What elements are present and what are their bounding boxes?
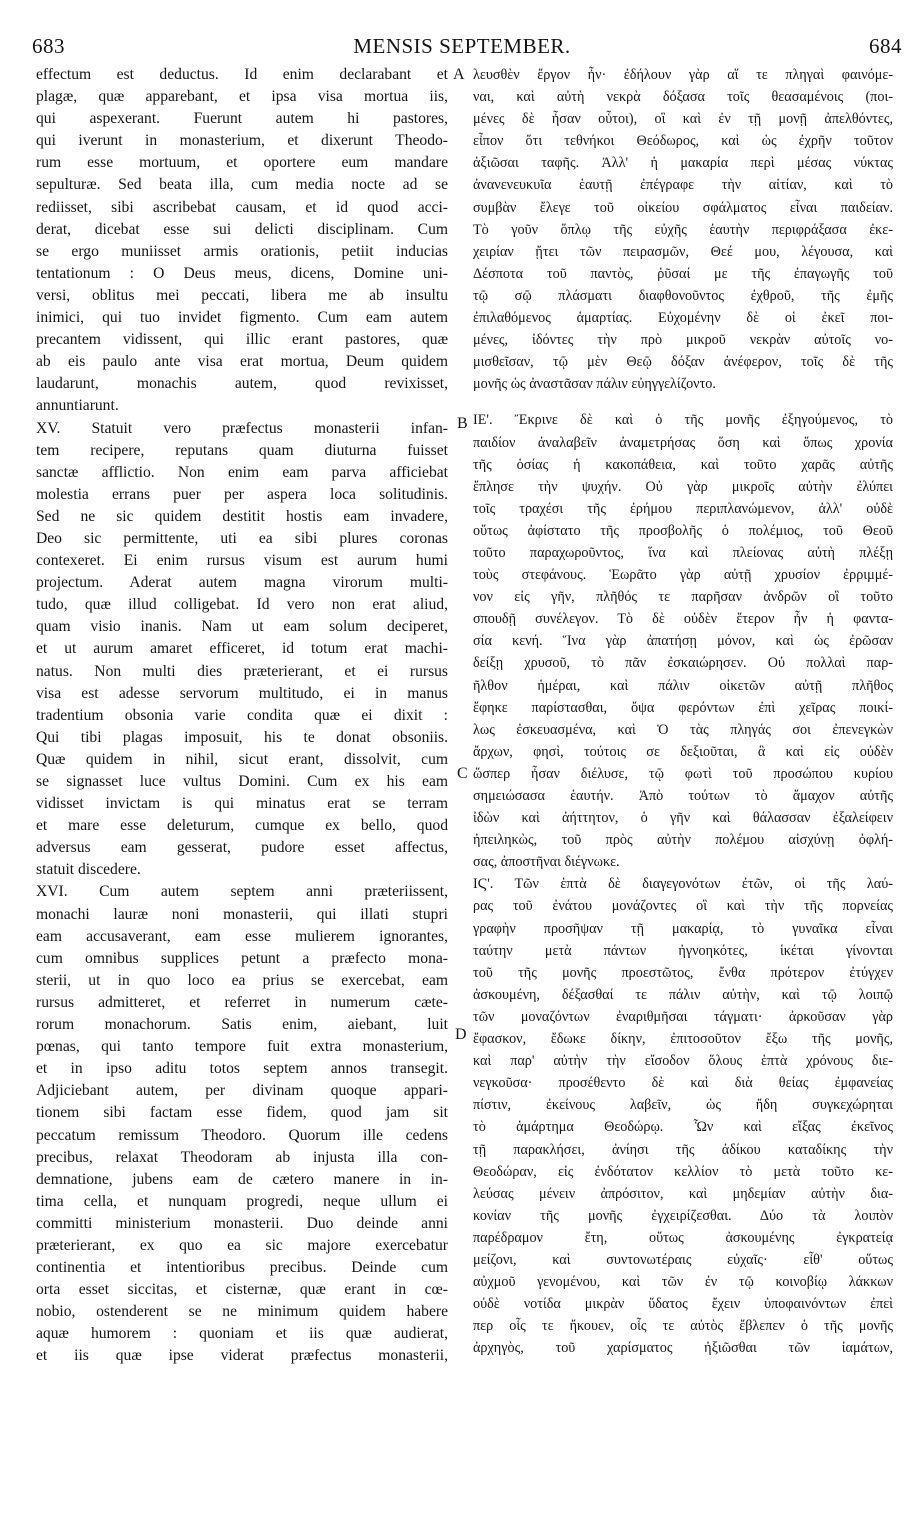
greek-text-line: ρας τοῦ ἐνάτου μονάζοντες οἳ καὶ τὴν τῆς πορνείας (473, 898, 893, 915)
greek-text-line: Δέσποτα τοῦ παντὸς, ῥῦσαί με τῆς ἐπαγωγῆς τοῦ (473, 265, 893, 282)
greek-text-line: οὐδὲ νοτίδα μικρὰν ὕδατος ἔχειν ὑποφαινόντων ἐπεὶ (473, 1296, 893, 1313)
greek-text-line: τοῦ τῆς μονῆς προεστῶτος, ἔνθα πρότερον ἐτύγχεν (473, 964, 893, 981)
greek-text-line: τοῦτο παραχωροῦντος, ἵνα καὶ πλείονας αὐτὴ πλέξῃ (473, 544, 893, 561)
greek-text-line: πίστιν, ἐκείνους λαβεῖν, ὡς ἤδη συγκεχώρηται (473, 1097, 893, 1114)
greek-text-line: τῆς ὁσίας ἡ κακοπάθεια, καὶ τοῦτο χαρᾶς αὐτῆς (473, 456, 893, 473)
greek-text-line: λως ἐσκευασμένα, καὶ Ὁ τὰς πληγάς σοι ἐπενεγκὼν (473, 721, 893, 738)
greek-text-line: χειρίαν ᾔτει τῶν πειρασμῶν, Θεέ μου, λέγουσα, καὶ (473, 243, 893, 260)
latin-text-line: XVI. Cum autem septem anni præteriissent, (36, 883, 448, 901)
greek-text-line: ταύτην μετὰ πάντων ἠγνοηκότες, ἱκέται γίνονται (473, 942, 893, 959)
latin-text-line: XV. Statuit vero præfectus monasterii infan- (36, 419, 448, 437)
greek-text-line: κονίαν τῆς μονῆς ἐγχειρίζεσθαι. Δύο τὰ λοιπὸν (473, 1207, 893, 1224)
latin-text-line: ab eis paulo ante visa erat mortua, Deum quidem (36, 353, 448, 371)
greek-text-line: Θεοδώραν, εἰς ἐνδότατον κελλίον τὸ μετὰ τοῦτο κε- (473, 1163, 893, 1180)
latin-text-line: et mare esse deleturum, cumque ex bello, quod (36, 817, 448, 835)
greek-text-line: ὥσπερ ἦσαν διέλυσε, τῷ φωτὶ τοῦ προσώπου κυρίου (473, 765, 893, 782)
margin-marker-c: C (457, 765, 468, 782)
greek-text-line: ἀσκουμένη, δέξασθαί τε πάλιν αὐτὴν, καὶ τῷ λοιπῷ (473, 986, 893, 1003)
greek-text-line: ἀνανενευκυῖα ἑαυτῇ ἐπέγραφε τὴν αἰτίαν, καὶ τὸ (473, 177, 893, 194)
greek-text-line: σας, ἀποστῆναι διέγνωκε. (473, 854, 620, 871)
greek-text-column (473, 64, 893, 1359)
latin-text-line: qui iverunt in monasterium, et dixerunt Theodo- (36, 132, 448, 150)
latin-text-line: committi ministerium monasterii. Duo deinde anni (36, 1214, 448, 1232)
margin-marker-b: B (457, 415, 468, 432)
greek-text-line: ἐπιλαθόμενος ἁμαρτίας. Εὐχομένην δὲ οἱ ἐκεῖ ποι- (473, 310, 893, 327)
latin-text-line: effectum est deductus. Id enim declarabant et (36, 66, 448, 83)
latin-text-line: Sed ne sic quidem destitit hostis eam invadere, (36, 507, 448, 525)
latin-text-line: peccatum remissum Theodoro. Quorum ille cedens (36, 1126, 448, 1144)
latin-text-line: Adjiciebant autem, per divinam quoque appari- (36, 1082, 448, 1100)
latin-text-line: continentia et intentioribus precibus. Deinde cum (36, 1259, 448, 1277)
latin-text-line: tradentium obsonia varie condita quæ ei dixit : (36, 706, 448, 724)
latin-text-line: quam visio inanis. Nam ut eam solum deciperet, (36, 618, 448, 636)
greek-text-line: τῇ παρακλήσει, ἀνίησι τῆς ἀδίκου καταδίκης τὴν (473, 1141, 893, 1158)
greek-text-line: μισθεῖσαν, τῷ μὲν Θεῷ δόξαν ἀνέφερον, τοῖς δὲ τῆς (473, 354, 893, 371)
greek-text-line: ἠπειληκὼς, τοῦ πρὸς αὐτὴν πολέμου αἰσχύνῃ ὀφλή- (473, 832, 893, 849)
latin-text-line: rum esse mortuum, et oportere eum mandare (36, 154, 448, 172)
latin-text-line: adversus eam gesserat, pudore esset affectus, (36, 839, 448, 857)
greek-text-line: δείξῃ χρυσοῦ, τὸ πᾶν ἐσκαιώρησεν. Οὐ πολλαὶ παρ- (473, 655, 893, 672)
greek-text-line: μονῆς ὡς ἀναστᾶσαν πάλιν εὐηγγελίζοντο. (473, 376, 716, 393)
latin-text-line: rursus admitteret, et referret in numerum cæte- (36, 993, 448, 1011)
greek-text-line: λεύσας μένειν ἀπρόσιτον, καὶ μηδεμίαν αὐτὴν δια- (473, 1185, 893, 1202)
latin-text-line: contexeret. Ei enim rursus visum est aurum humi (36, 552, 448, 570)
latin-text-line: Deo sic permittente, uti ea sibi plures coronas (36, 529, 448, 547)
greek-text-line: ἀρχηγὸς, τοῦ χαρίσματος ἠξιῶσθαι τῶν ἰαμάτων, (473, 1340, 893, 1357)
greek-text-line: μένες, ἰδόντες τὴν πρὸ μικροῦ νεκρὰν αὐτοῖς νο- (473, 332, 893, 349)
greek-text-line: ἄρχων, φησὶ, τούτοις σε δεξιοῦται, ἃ καὶ εἰς οὐδὲν (473, 743, 893, 760)
latin-text-line: precibus, relaxat Theodoram ab injusta illa con- (36, 1148, 448, 1166)
latin-text-line: eam accusaverant, eam esse mulierem ignorantes, (36, 927, 448, 945)
latin-text-line: pœnas, qui tanto tempore fuit extra monasterium, (36, 1038, 448, 1056)
latin-text-line: tentationum : O Deus meus, dicens, Domine uni- (36, 264, 448, 282)
latin-text-line: precantem vidissent, qui illic erant pastores, quæ (36, 331, 448, 349)
latin-text-line: rediisset, sibi ascribebat causam, et id quod acci- (36, 198, 448, 216)
greek-text-line: καὶ παρ' αὐτὴν τὴν εἴσοδον ὅλους ἑπτὰ χρόνους διε- (473, 1053, 893, 1070)
greek-text-line: σημειώσασα ἑαυτήν. Ἀπὸ τούτων τὸ ἄμαχον αὐτῆς (473, 788, 893, 804)
greek-text-line: σπουδῇ συνέλεγον. Τὸ δὲ οὐδὲν ἕτερον ἦν ἡ φαντα- (473, 611, 893, 628)
greek-text-line: οὕτως ἀφίστατο τῆς προσβολῆς ὁ πολέμιος, τοῦ Θεοῦ (473, 522, 893, 539)
greek-text-line: μένες δὲ ἦσαν οὗτοι), οἳ καὶ ἐν τῇ μονῇ ἀπελθόντες, (473, 111, 893, 128)
latin-text-line: sterii, ut in quo loco ea prius se exercebat, eam (36, 971, 448, 989)
greek-text-line: ΙϚ'. Τῶν ἑπτὰ δὲ διαγεγονότων ἐτῶν, οἱ τῆς λαύ- (473, 876, 893, 893)
greek-text-line: λευσθὲν ἔργον ἦν· ἐδήλουν γὰρ αἵ τε πληγαὶ φαινόμε- (473, 67, 893, 83)
latin-text-line: annuntiarunt. (36, 397, 119, 415)
greek-text-line: συμβὰν ἔλεγε τοῦ οἰκείου σφάλματος εἶναι παιδείαν. (473, 199, 893, 216)
running-title: MENSIS SEPTEMBER. (353, 34, 571, 58)
latin-text-line: Qui tibi plagas imposuit, his te donat obsoniis. (36, 728, 448, 746)
latin-text-column (36, 64, 448, 1368)
latin-text-line: laudarunt, monachis autem, quod revixisset, (36, 375, 448, 393)
latin-text-line: tem recipere, reputans quam diuturna fuisset (36, 441, 448, 459)
latin-text-line: qui aspexerant. Fuerunt autem hi pastores, (36, 110, 448, 128)
latin-text-line: cum omnibus supplices petunt a præfecto mona- (36, 949, 448, 967)
greek-text-line: εἶπον ὅτι τεθνήκοι Θεόδωρος, καὶ ὡς ἐχρῆν τοῦτον (473, 133, 893, 150)
greek-text-line: ναι, καὶ αὐτὴ νεκρὰ δόξασα τοῖς θεασαμένοις (ποι- (473, 89, 893, 106)
latin-text-line: aquæ humorem : quoniam et iis quæ audierat, (36, 1325, 448, 1343)
greek-text-line: ἔπλησε τὴν ψυχήν. Οὐ γὰρ μικροῖς αὐτὴν ἐλύπει (473, 478, 893, 495)
margin-marker-d: D (455, 1026, 467, 1043)
latin-text-line: præterierant, ex quo ea sic majore exercebatur (36, 1236, 448, 1254)
latin-text-line: demnatione, jubens eam de cætero manere in in- (36, 1170, 448, 1188)
greek-text-line: τοὺς στεφάνους. Ἑωρᾶτο γὰρ αὐτῇ χρυσίον ἐρριμμέ- (473, 567, 893, 584)
latin-text-line: et in ipso aditu totos septem annos transegit. (36, 1060, 448, 1078)
greek-text-line: γραφὴν προσῆψαν τῇ μακαρίᾳ, τὸ γυναῖκα εἶναι (473, 920, 893, 937)
latin-text-line: visa est adesse servorum multitudo, ei in manus (36, 684, 448, 702)
greek-text-line: παρέδραμον ἔτη, οὕτως ἀσκουμένης ἐγκρατείᾳ (473, 1229, 893, 1246)
latin-text-line: sanctæ afflictio. Non enim eam parva afficiebat (36, 463, 448, 481)
margin-marker-a: A (453, 66, 465, 83)
greek-text-line: αὐχμοῦ γενομένου, καὶ τῶν ἐν τῷ κοινοβίῳ λάκκων (473, 1274, 893, 1291)
latin-text-line: plagæ, quæ apparebant, et ipsa visa mortua iis, (36, 88, 448, 106)
greek-text-line: τὸ ἁμάρτημα Θεοδώρῳ. Ὧν καὶ εἴξας ἐκεῖνος (473, 1119, 893, 1136)
latin-text-line: nobio, ostenderent se ne minimum quidem habere (36, 1303, 448, 1321)
latin-text-line: et iis quæ ipse viderat præfectus monasterii, (36, 1347, 448, 1365)
left-page-number: 683 (32, 34, 65, 58)
latin-text-line: projectum. Aderat autem magna virorum multi- (36, 574, 448, 592)
greek-text-line: νεγκοῦσα· προσέθεντο δὲ καὶ διὰ θείας ἐμφανείας (473, 1075, 893, 1092)
latin-text-line: et ut aurum amaret efficeret, id totum erat machi- (36, 640, 448, 658)
greek-text-line: μείζονι, καὶ συντονωτέραις εὐχαῖς· εἶθ' οὕτως (473, 1251, 893, 1268)
greek-text-line: ΙΕ'. Ἔκρινε δὲ καὶ ὁ τῆς μονῆς ἐξηγούμενος, τὸ (473, 412, 893, 429)
latin-text-line: tionem sibi factam esse fidem, quod jam sit (36, 1104, 448, 1122)
greek-text-line: ἰδὼν καὶ ἀήττητον, ὁ γῆν καὶ θάλασσαν ἐξαλείφειν (473, 810, 893, 827)
greek-text-line: νον εἰς γῆν, πλῆθός τε παρῆσαν ἀνδρῶν οἳ τοῦτο (473, 589, 893, 606)
latin-text-line: se signasset luce vultus Domini. Cum ex his eam (36, 773, 448, 790)
greek-text-line: τῶν μοναζόντων ἐναριθμῆσαι τάγματι· ἀρκοῦσαν γὰρ (473, 1008, 893, 1025)
right-page-number: 684 (869, 34, 902, 58)
greek-text-line: περ οἷς τε ἤκουεν, οἷς τε αὐτὸς ἔβλεπεν ὁ τῆς μονῆς (473, 1318, 893, 1335)
latin-text-line: versi, oblitus mei peccati, libera me ab insultu (36, 286, 448, 304)
latin-text-line: tudo, quæ illud colligebat. Id vero non erat aliud, (36, 596, 448, 614)
latin-text-line: orta esset siccitas, et cisternæ, quæ erant in cœ- (36, 1281, 448, 1299)
latin-text-line: se ergo muniisset armis orationis, petiit inducias (36, 242, 448, 260)
latin-text-line: Quæ quidem in nihil, sicut erant, dissolvit, cum (36, 750, 448, 768)
greek-text-line: ἔφηκε παρίστασθαι, ὄψα φερόντων ἐπὶ χεῖρας ποικί- (473, 699, 893, 716)
latin-text-line: molestia errans puer per aspera loca solitudinis. (36, 485, 448, 503)
latin-text-line: vidisset invictam is qui minatus erat se terram (36, 795, 448, 813)
greek-text-line: παιδίον ἀναλαβεῖν ἀναμετρήσας ὅση καὶ ὅπως χρονία (473, 434, 893, 451)
greek-text-line: ἀξιῶσαι ταφῆς. Ἀλλ' ἡ μακαρία περὶ μέσας νύκτας (473, 155, 893, 172)
latin-text-line: sepulturæ. Sed beata illa, cum media nocte ad se (36, 176, 448, 194)
greek-text-line: ἔφασκον, ἔδωκε δίκην, ἐπιτοσοῦτον ἔξω τῆς μονῆς, (473, 1031, 893, 1048)
latin-text-line: inimici, qui tuo invidet figmento. Cum eam autem (36, 309, 448, 327)
greek-text-line: Τὸ γοῦν ὅπλῳ τῆς εὐχῆς ἑαυτὴν περιφράξασα ἐκε- (473, 221, 893, 238)
greek-text-line: σία κενή. Ἵνα γὰρ ἀπατήσῃ μόνον, καὶ ὡς ἐρῶσαν (473, 633, 893, 650)
latin-text-line: monachi lauræ noni monasterii, qui illati stupri (36, 905, 448, 923)
latin-text-line: natus. Non multi dies præterierant, et ei rursus (36, 662, 448, 680)
greek-text-line: ῆλθον ἡμέραι, καὶ πάλιν οἰκετῶν αὐτῇ πλῆθος (473, 677, 893, 694)
latin-text-line: rorum monachorum. Satis enim, aiebant, luit (36, 1016, 448, 1034)
latin-text-line: tima cella, et nunquam progredi, neque ullum ei (36, 1192, 448, 1210)
greek-text-line: τῷ σῷ πλάσματι διαφθονοῦντος ἐχθροῦ, τῆς ἐμῆς (473, 287, 893, 304)
greek-text-line: τοῖς τραχέσι τῆς ἐρήμου περιπλανώμενον, ἀλλ' οὐδὲ (473, 500, 893, 517)
latin-text-line: derat, dicebat esse sui delicti disciplinam. Cum (36, 220, 448, 238)
latin-text-line: statuit discedere. (36, 861, 141, 879)
